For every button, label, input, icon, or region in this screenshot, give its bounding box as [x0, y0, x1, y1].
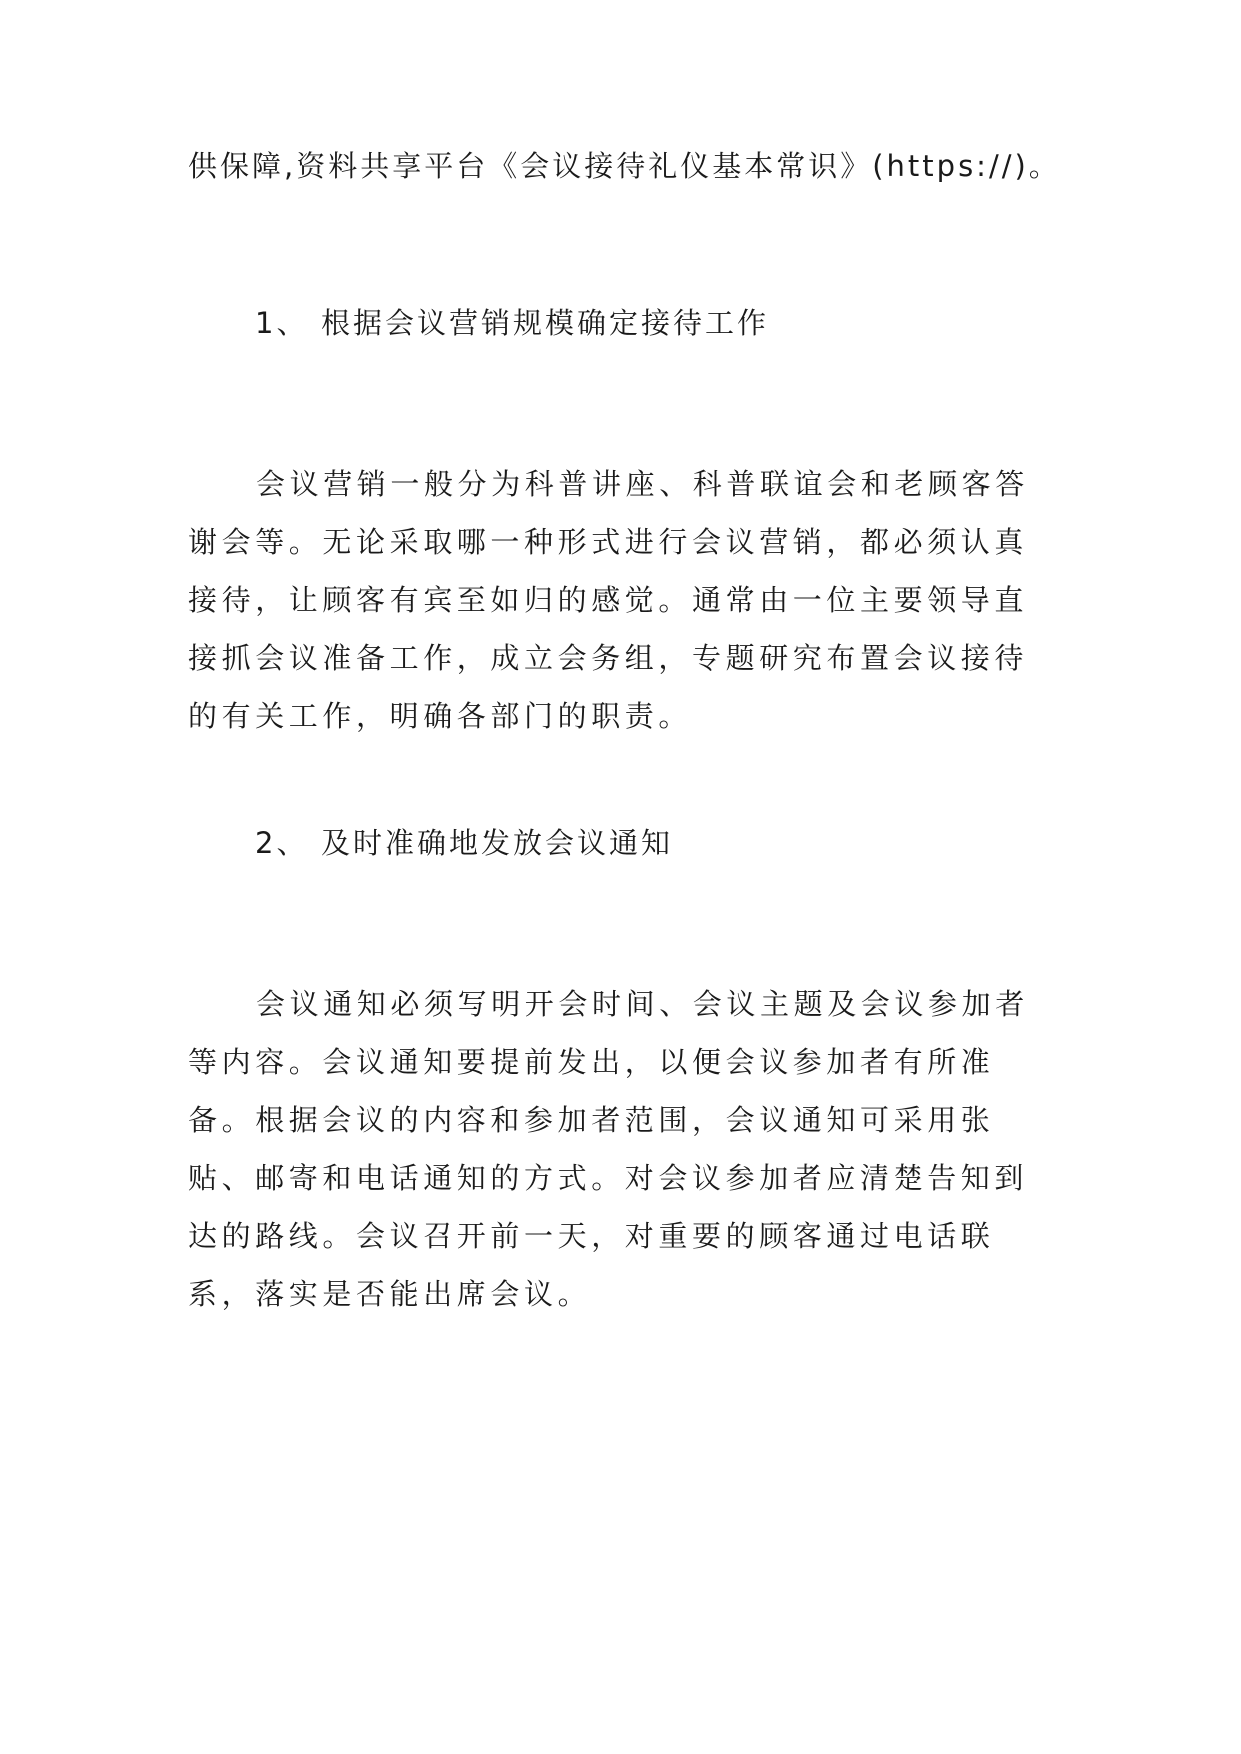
section-body-2: 会议通知必须写明开会时间、会议主题及会议参加者等内容。会议通知要提前发出，以便会议参加者有所准备。根据会议的内容和参加者范围，会议通知可采用张贴、邮寄和电话通知的方式。对会议参加者应清楚告知到达的路线。会议召开前一天，对重要的顾客通过电话联系，落实是否能出席会议。 [188, 987, 1029, 1311]
section-title: 及时准确地发放会议通知 [321, 826, 674, 860]
section-heading-2 [255, 823, 673, 863]
section-number: 2、 [255, 826, 309, 860]
intro-line: 供保障,资料共享平台《会议接待礼仪基本常识》(https://)。 [188, 149, 1061, 183]
section-body-1: 会议营销一般分为科普讲座、科普联谊会和老顾客答谢会等。无论采取哪一种形式进行会议营销，都必须认真接待，让顾客有宾至如归的感觉。通常由一位主要领导直接抓会议准备工作，成立会务组，专题研究布置会议接待的有关工作，明确各部门的职责。 [188, 467, 1029, 733]
section-heading-1 [255, 303, 769, 343]
section-number: 1、 [255, 306, 309, 340]
section-title: 根据会议营销规模确定接待工作 [321, 306, 770, 340]
